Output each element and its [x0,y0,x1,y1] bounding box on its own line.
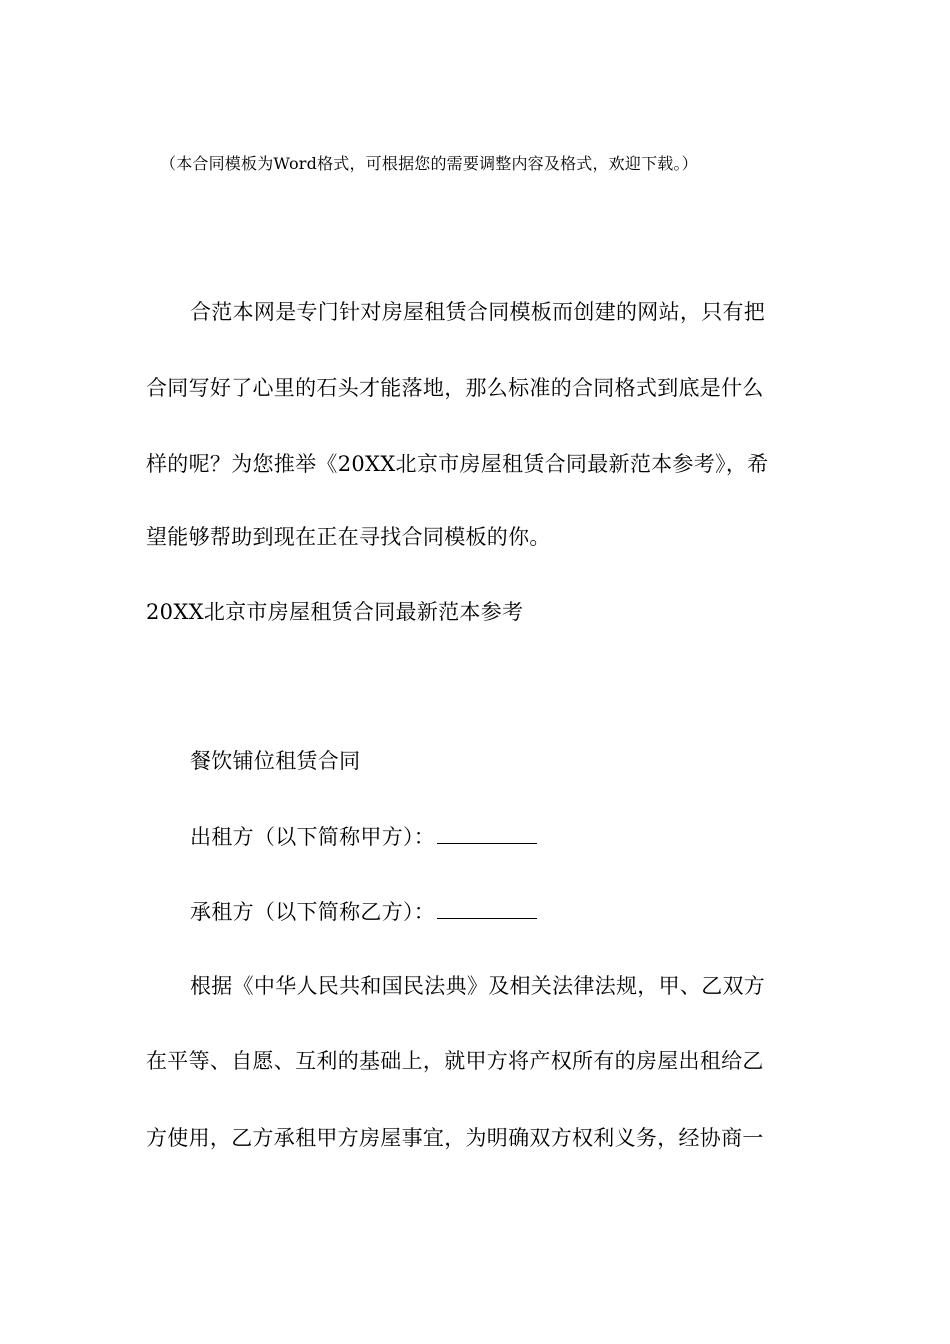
intro-line-2: 合同写好了心里的石头才能落地，那么标准的合同格式到底是什么 [146,376,764,400]
body-line-2: 在平等、自愿、互利的基础上，就甲方将产权所有的房屋出租给乙 [146,1049,764,1073]
template-format-note: （本合同模板为Word格式，可根据您的需要调整内容及格式，欢迎下载。） [160,154,698,173]
lessee-label: 承租方（以下简称乙方）： [190,900,436,924]
lessee-blank [437,900,537,919]
contract-name: 餐饮铺位租赁合同 [190,749,361,773]
body-line-3: 方使用，乙方承租甲方房屋事宜，为明确双方权利义务，经协商一 [146,1126,764,1150]
document-title: 20XX北京市房屋租赁合同最新范本参考 [146,600,524,624]
lessee-line [190,898,537,926]
lessor-line [190,823,537,851]
intro-line-4: 望能够帮助到现在正在寻找合同模板的你。 [146,525,551,549]
body-line-1: 根据《中华人民共和国民法典》及相关法律法规，甲、乙双方 [190,974,766,998]
intro-line-3: 样的呢？为您推举《20XX北京市房屋租赁合同最新范本参考》，希 [146,452,769,476]
lessor-label: 出租方（以下简称甲方）： [190,825,436,849]
lessor-blank [437,825,537,844]
intro-line-1: 合范本网是专门针对房屋租赁合同模板而创建的网站，只有把 [190,300,766,324]
